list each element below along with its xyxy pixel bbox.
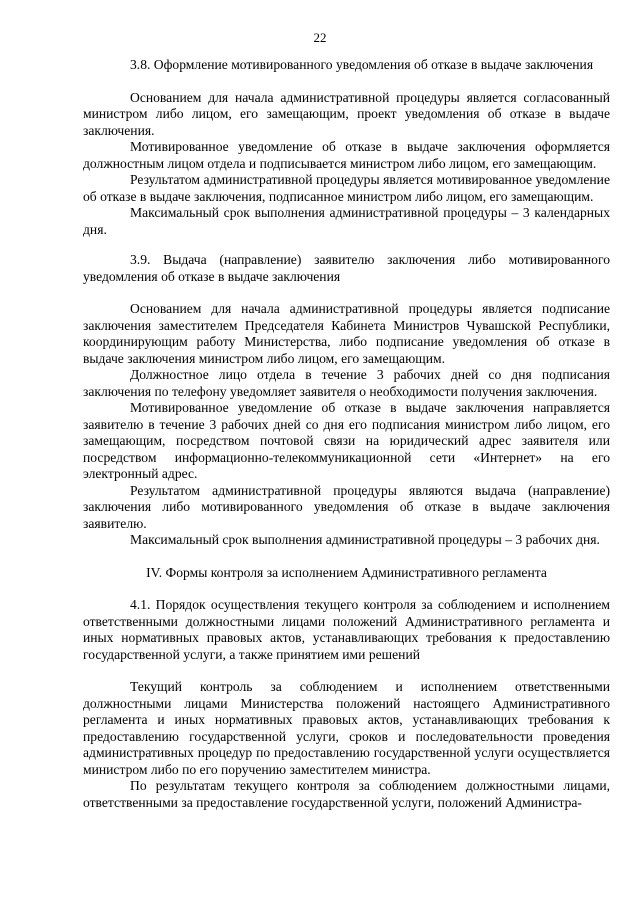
paragraph: Мотивированное уведомление об отказе в выдаче заключения оформляется должностным лицом отдела и подписывается министром либо лицом, его замещающим. xyxy=(83,139,610,171)
paragraph: Текущий контроль за соблюдением и исполнением ответственными должностными лицами Министерства положений настоящего Административного регламента и иных нормативных правовых актов, устанавливающих требования к предоставлению государственной услуги, сроков и последовательности проведения административных процедур по предоставлению государственной услуги осуществляется министром либо по его поручению заместителем министра. xyxy=(83,679,610,777)
paragraph: По результатам текущего контроля за соблюдением должностными лицами, ответственными за предоставление государственной услуги, положений Администра- xyxy=(83,778,610,810)
paragraph: Основанием для начала административной процедуры является согласованный министром либо лицом, его замещающим, проект уведомления об отказе в выдаче заключения. xyxy=(83,89,610,138)
paragraph: Мотивированное уведомление об отказе в выдаче заключения направляется заявителю в течение 3 рабочих дней со дня его подписания министром либо лицом, его замещающим, посредством почтовой связи на юридический адрес заявителя или посредством информационно-телекоммуникационной сети «Интернет» на его электронный адрес. xyxy=(83,400,610,481)
paragraph: Должностное лицо отдела в течение 3 рабочих дней со дня подписания заключения по телефону уведомляет заявителя о необходимости получения заключения. xyxy=(83,367,610,399)
section-heading-3-9: 3.9. Выдача (направление) заявителю заключения либо мотивированного уведомления об отказе в выдаче заключения xyxy=(83,252,610,284)
paragraph: Максимальный срок выполнения административной процедуры – 3 календарных дня. xyxy=(83,205,610,237)
chapter-title-iv: IV. Формы контроля за исполнением Административного регламента xyxy=(146,564,547,580)
section-heading-4-1: 4.1. Порядок осуществления текущего контроля за соблюдением и исполнением ответственными должностными лицами положений Административного регламента и иных нормативных правовых актов, устанавливающих требования к предоставлению государственной услуги, а также принятием ими решений xyxy=(83,597,610,662)
paragraph: Результатом административной процедуры являются выдача (направление) заключения либо мотивированного уведомления об отказе в выдаче заключения заявителю. xyxy=(83,482,610,531)
paragraph: Максимальный срок выполнения административной процедуры – 3 рабочих дня. xyxy=(130,532,600,547)
section-heading-3-8: 3.8. Оформление мотивированного уведомления об отказе в выдаче заключения xyxy=(130,57,594,72)
page-number: 22 xyxy=(313,30,327,45)
paragraph: Результатом административной процедуры является мотивированное уведомление об отказе в выдаче заключения, подписанное министром либо лицом, его замещающим. xyxy=(83,172,610,204)
paragraph: Основанием для начала административной процедуры является подписание заключения заместителем Председателя Кабинета Министров Чувашской Республики, координирующим работу Министерства, либо подписание уведомления об отказе в выдаче заключения министром либо лицом, его замещающим. xyxy=(83,301,610,366)
document-body xyxy=(83,57,610,811)
